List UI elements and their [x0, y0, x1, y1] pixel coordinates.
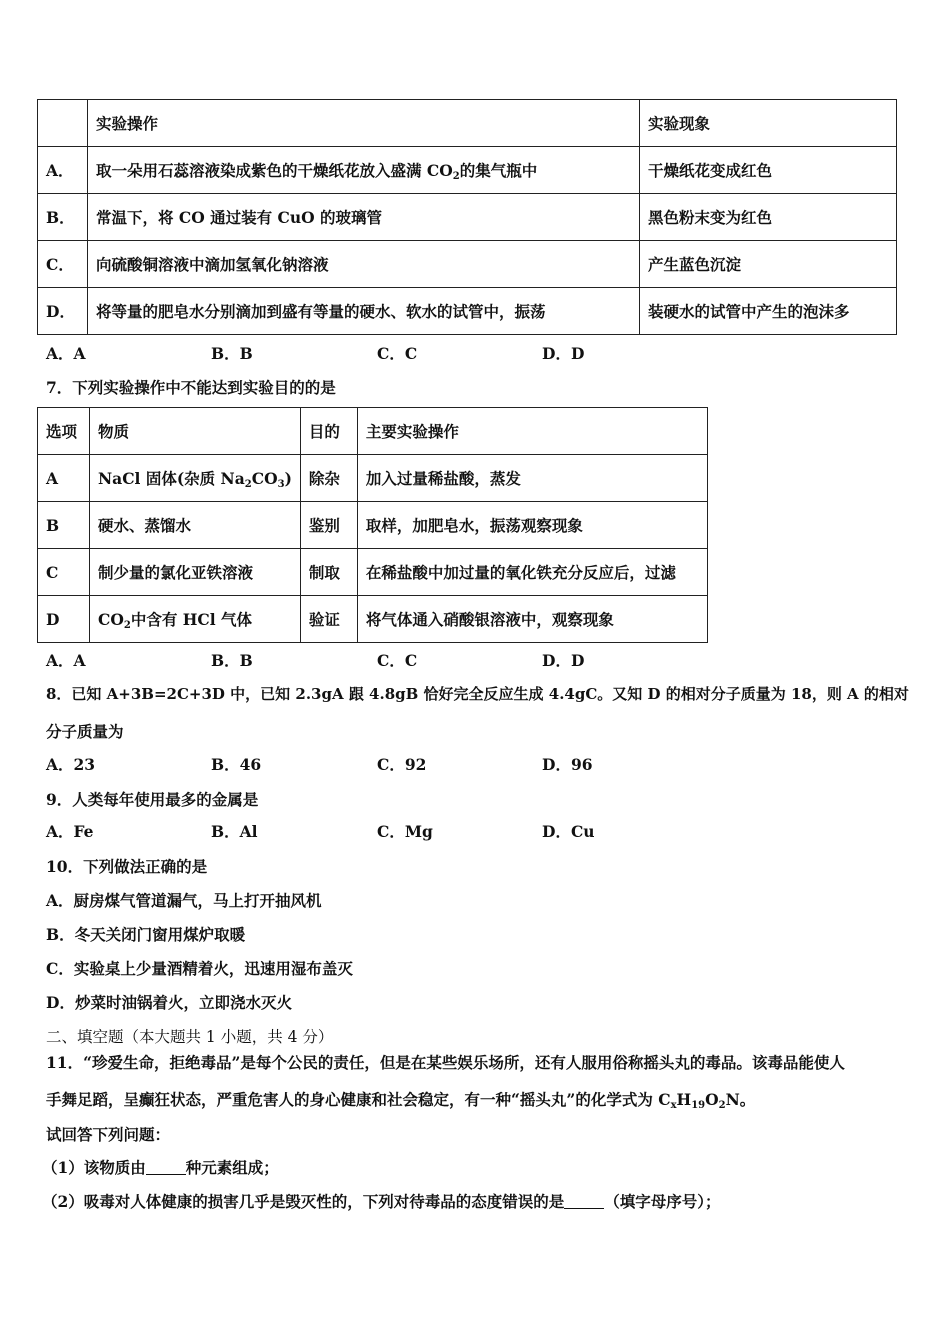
- table-cell: $CO_2$中含有 HCl 气体: [90, 596, 301, 643]
- table-cell: B: [38, 502, 90, 549]
- q8-question-line1: 8．已知 A+3B=2C+3D 中，已知 2.3gA 跟 4.8gB 恰好完全反应生成 4.4gC。又知 D 的相对分子质量为 18，则 A 的相对: [46, 685, 909, 703]
- section-title: 二、填空题（本大题共 1 小题，共 4 分）: [46, 1028, 334, 1046]
- option-d[interactable]: D．96: [542, 755, 593, 774]
- option-b[interactable]: B．B: [211, 344, 253, 363]
- option-b[interactable]: B．冬天关闭门窗用煤炉取暖: [46, 925, 246, 944]
- option-c[interactable]: C．C: [377, 344, 418, 363]
- table-row: [38, 549, 708, 596]
- table-header-cell: 实验操作: [88, 100, 640, 147]
- table-header-cell: 目的: [300, 408, 357, 455]
- option-a[interactable]: A．Fe: [46, 822, 94, 841]
- q9-question: 9．人类每年使用最多的金属是: [46, 790, 259, 809]
- answer-blank[interactable]: [146, 1160, 186, 1175]
- table-cell: NaCl 固体(杂质 $Na_2CO_3$): [90, 455, 301, 502]
- table-cell: A: [38, 455, 90, 502]
- option-a[interactable]: A．厨房煤气管道漏气，马上打开抽风机: [46, 891, 322, 910]
- table-cell: 除杂: [300, 455, 357, 502]
- table-cell: 鉴别: [300, 502, 357, 549]
- option-c[interactable]: C．Mg: [377, 822, 433, 841]
- table-header-cell: 选项: [38, 408, 90, 455]
- table-cell: [38, 100, 88, 147]
- option-a[interactable]: A．A: [46, 651, 86, 670]
- table-header-cell: 实验现象: [640, 100, 897, 147]
- table-cell: 常温下，将 CO 通过装有 CuO 的玻璃管: [88, 194, 640, 241]
- table-cell: 产生蓝色沉淀: [640, 241, 897, 288]
- table-cell: C: [38, 549, 90, 596]
- q11-instruction: 试回答下列问题：: [46, 1125, 171, 1144]
- table-cell: 向硫酸铜溶液中滴加氢氧化钠溶液: [88, 241, 640, 288]
- table-row: [38, 288, 897, 335]
- table-header-cell: 主要实验操作: [357, 408, 707, 455]
- table-cell: C．: [38, 241, 88, 288]
- table-header-cell: 物质: [90, 408, 301, 455]
- option-a[interactable]: A．23: [46, 755, 96, 774]
- answer-blank[interactable]: [564, 1194, 604, 1209]
- table-cell: 硬水、蒸馏水: [90, 502, 301, 549]
- q11-sub1: （1）该物质由 种元素组成；: [42, 1158, 279, 1177]
- option-d[interactable]: D．Cu: [542, 822, 595, 841]
- option-b[interactable]: B．Al: [211, 822, 258, 841]
- table-cell: 制取: [300, 549, 357, 596]
- q7-question: 7．下列实验操作中不能达到实验目的的是: [46, 378, 336, 397]
- q8-question-line2: 分子质量为: [46, 722, 124, 741]
- table-cell: 取一朵用石蕊溶液染成紫色的干燥纸花放入盛满 $CO_2$的集气瓶中: [88, 147, 640, 194]
- table-cell: 装硬水的试管中产生的泡沫多: [640, 288, 897, 335]
- table-row: [38, 455, 708, 502]
- q6-table: [37, 99, 897, 335]
- table-cell: 黑色粉末变为红色: [640, 194, 897, 241]
- table-row: [38, 241, 897, 288]
- table-cell: 制少量的氯化亚铁溶液: [90, 549, 301, 596]
- table-cell: 加入过量稀盐酸，蒸发: [357, 455, 707, 502]
- option-d[interactable]: D．炒菜时油锅着火，立即浇水灭火: [46, 993, 292, 1012]
- table-cell: B．: [38, 194, 88, 241]
- option-d[interactable]: D．D: [542, 344, 585, 363]
- table-row: [38, 502, 708, 549]
- table-cell: 取样，加肥皂水，振荡观察现象: [357, 502, 707, 549]
- q10-question: 10．下列做法正确的是: [46, 857, 208, 876]
- option-c[interactable]: C．C: [377, 651, 418, 670]
- table-row: [38, 596, 708, 643]
- table-cell: 在稀盐酸中加过量的氧化铁充分反应后，过滤: [357, 549, 707, 596]
- q7-table: [37, 407, 708, 643]
- q11-question-line1: 11．“珍爱生命，拒绝毒品”是每个公民的责任，但是在某些娱乐场所，还有人服用俗称摇头丸的毒品。该毒品能使人: [46, 1053, 845, 1072]
- table-header-row: [38, 408, 708, 455]
- option-c[interactable]: C．92: [377, 755, 427, 774]
- table-cell: 将等量的肥皂水分别滴加到盛有等量的硬水、软水的试管中，振荡: [88, 288, 640, 335]
- option-b[interactable]: B．46: [211, 755, 262, 774]
- option-c[interactable]: C．实验桌上少量酒精着火，迅速用湿布盖灭: [46, 959, 353, 978]
- table-header-row: [38, 100, 897, 147]
- table-cell: D: [38, 596, 90, 643]
- table-cell: A．: [38, 147, 88, 194]
- table-cell: 验证: [300, 596, 357, 643]
- q11-sub2: （2）吸毒对人体健康的损害几乎是毁灭性的，下列对待毒品的态度错误的是 （填字母序号）；: [42, 1192, 721, 1211]
- table-cell: 干燥纸花变成红色: [640, 147, 897, 194]
- table-cell: 将气体通入硝酸银溶液中，观察现象: [357, 596, 707, 643]
- option-d[interactable]: D．D: [542, 651, 585, 670]
- q11-question-line2: 手舞足蹈，呈癫狂状态，严重危害人的身心健康和社会稳定，有一种“摇头丸”的化学式为 $C_xH_{19}O_2N$。: [46, 1090, 756, 1111]
- option-b[interactable]: B．B: [211, 651, 253, 670]
- table-row: [38, 194, 897, 241]
- table-row: [38, 147, 897, 194]
- option-a[interactable]: A．A: [46, 344, 86, 363]
- table-cell: D．: [38, 288, 88, 335]
